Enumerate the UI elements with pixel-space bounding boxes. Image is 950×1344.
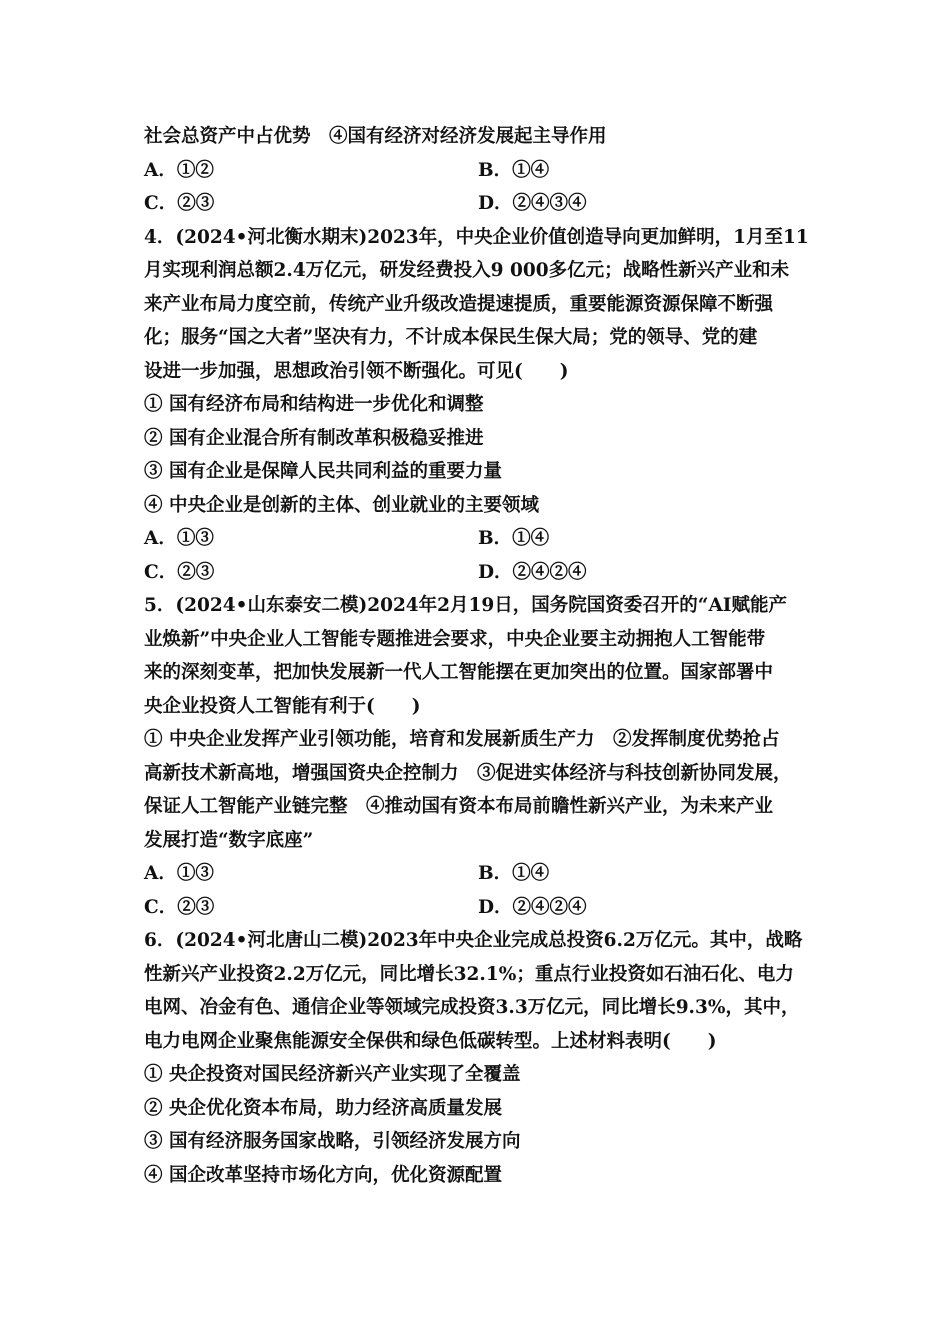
q4-statement: ④ 中央企业是创新的主体、创业就业的主要领域 [144, 494, 539, 516]
q4-stem-line: 化；服务“国之大者”坚决有力，不计成本保民生保大局；党的领导、党的建 [144, 327, 758, 348]
q3-option-b[interactable]: B．①④ [478, 159, 550, 181]
q4-statement: ③ 国有企业是保障人民共同利益的重要力量 [144, 461, 502, 482]
q6-statement: ④ 国企改革坚持市场化方向，优化资源配置 [144, 1164, 502, 1186]
question-6 [144, 924, 824, 1192]
q3-option-c[interactable]: C．②③ [144, 193, 215, 214]
q4-option-a[interactable]: A．①③ [144, 528, 214, 549]
q4-option-c[interactable]: C．②③ [144, 561, 215, 583]
q6-stem-line: 6．(2024•河北唐山二模)2023年中央企业完成总投资6.2万亿元。其中，战略 [144, 930, 803, 951]
q4-option-b[interactable]: B．①④ [478, 528, 550, 549]
q3-option-a[interactable]: A．①② [144, 159, 214, 181]
q4-options-row-1 [144, 522, 824, 556]
q4-stem-line: 月实现利润总额2.4万亿元，研发经费投入9 000多亿元；战略性新兴产业和未 [144, 260, 790, 281]
q5-options-row-1 [144, 857, 824, 891]
q6-stem-line: 性新兴产业投资2.2万亿元，同比增长32.1%；重点行业投资如石油石化、电力 [144, 963, 794, 985]
q5-statement: 高新技术新高地，增强国资央企控制力 ③促进实体经济与科技创新协同发展， [144, 762, 792, 784]
q5-option-d[interactable]: D．②④②④ [478, 896, 587, 918]
question-4 [144, 221, 824, 590]
q5-statement: ① 中央企业发挥产业引领功能，培育和发展新质生产力 ②发挥制度优势抢占 [144, 729, 780, 750]
q4-stem-line: 4．(2024•河北衡水期末)2023年，中央企业价值创造导向更加鲜明，1月至11 [144, 226, 809, 248]
q6-statement: ② 央企优化资本布局，助力经济高质量发展 [144, 1097, 502, 1119]
q5-option-c[interactable]: C．②③ [144, 896, 215, 918]
q5-option-b[interactable]: B．①④ [478, 863, 550, 884]
q4-stem-line: 来产业布局力度空前，传统产业升级改造提速提质，重要能源资源保障不断强 [144, 293, 774, 315]
q3-option-d[interactable]: D．②④③④ [478, 193, 587, 214]
q4-statement: ② 国有企业混合所有制改革积极稳妥推进 [144, 427, 484, 449]
q3-tail-text: 社会总资产中占优势 ④国有经济对经济发展起主导作用 [144, 126, 607, 147]
q5-statement: 保证人工智能产业链完整 ④推动国有资本布局前瞻性新兴产业，为未来产业 [144, 796, 774, 817]
q3-options-row-2 [144, 187, 824, 221]
q3-options-row-1 [144, 154, 824, 188]
q4-options-row-2 [144, 556, 824, 590]
q5-options-row-2 [144, 891, 824, 925]
q4-statement: ① 国有经济布局和结构进一步优化和调整 [144, 394, 484, 415]
q5-stem-line: 5．(2024•山东泰安二模)2024年2月19日，国务院国资委召开的“AI赋能产 [144, 595, 787, 616]
q4-option-d[interactable]: D．②④②④ [478, 561, 587, 583]
q5-option-a[interactable]: A．①③ [144, 863, 214, 884]
q5-statement: 发展打造“数字底座” [144, 829, 314, 851]
document-page [144, 120, 824, 1192]
q6-stem-line: 电网、冶金有色、通信企业等领域完成投资3.3万亿元，同比增长9.3%，其中， [144, 997, 800, 1018]
q5-stem-line: 业焕新”中央企业人工智能专题推进会要求，中央企业要主动拥抱人工智能带 [144, 628, 766, 650]
q5-stem-line: 来的深刻变革，把加快发展新一代人工智能摆在更加突出的位置。国家部署中 [144, 662, 774, 683]
q5-stem-line: 央企业投资人工智能有利于( ) [144, 695, 421, 717]
q6-stem-line: 电力电网企业聚焦能源安全保供和绿色低碳转型。上述材料表明( ) [144, 1030, 717, 1052]
q4-stem-line: 设进一步加强，思想政治引领不断强化。可见( ) [144, 360, 569, 382]
q6-statement: ③ 国有经济服务国家战略，引领经济发展方向 [144, 1131, 521, 1152]
question-5 [144, 589, 824, 924]
q6-statement: ① 央企投资对国民经济新兴产业实现了全覆盖 [144, 1064, 521, 1085]
